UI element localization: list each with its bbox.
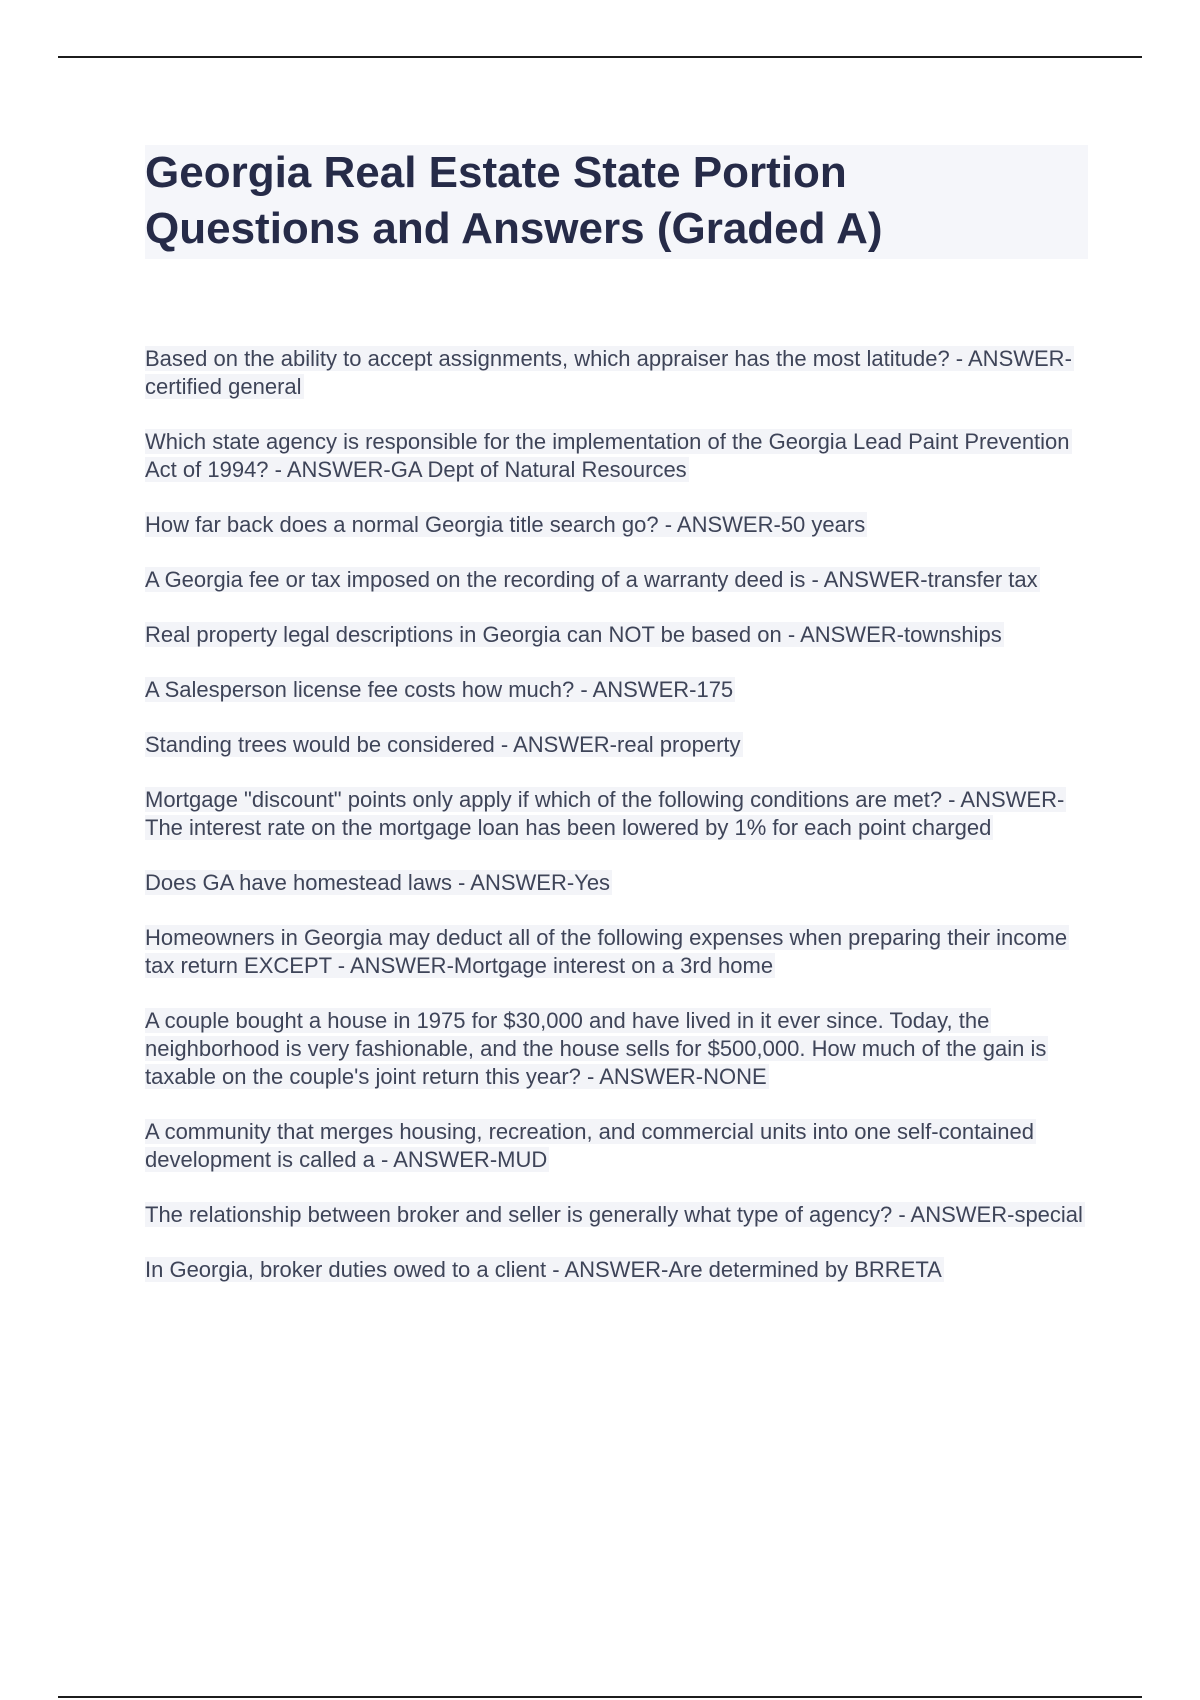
qa-item-3 <box>145 511 1090 539</box>
qa-text: Which state agency is responsible for the implementation of the Georgia Lead Paint Prevention Act of 1994? - ANSWER-GA Dept of Natural Resources <box>145 429 1070 482</box>
qa-text: Mortgage "discount" points only apply if which of the following conditions are met? - ANSWER-The interest rate on the mortgage loan has been lowered by 1% for each point charged <box>145 787 1065 840</box>
qa-item-9 <box>145 869 1090 897</box>
qa-text: In Georgia, broker duties owed to a client - ANSWER-Are determined by BRRETA <box>145 1257 942 1282</box>
title-line-2: Questions and Answers (Graded A) <box>145 204 883 253</box>
document-body <box>145 145 1090 1311</box>
qa-item-11 <box>145 1007 1090 1091</box>
qa-text: A community that merges housing, recreation, and commercial units into one self-contained development is called a - ANSWER-MUD <box>145 1119 1035 1172</box>
footer-rule <box>58 1696 1142 1698</box>
qa-text: Does GA have homestead laws - ANSWER-Yes <box>145 870 611 895</box>
qa-list <box>145 345 1090 1284</box>
qa-item-4 <box>145 566 1090 594</box>
qa-text: How far back does a normal Georgia title search go? - ANSWER-50 years <box>145 512 866 537</box>
header-rule <box>58 56 1142 58</box>
qa-item-14 <box>145 1256 1090 1284</box>
document-title <box>145 145 1088 259</box>
qa-text: Based on the ability to accept assignments, which appraiser has the most latitude? - ANSWER-certified general <box>145 346 1072 399</box>
qa-item-1 <box>145 345 1090 401</box>
qa-text: Homeowners in Georgia may deduct all of the following expenses when preparing their income tax return EXCEPT - ANSWER-Mortgage interest on a 3rd home <box>145 925 1068 978</box>
qa-text: A couple bought a house in 1975 for $30,000 and have lived in it ever since. Today, the neighborhood is very fashionable, and the house sells for $500,000. How much of the gain is taxable on the couple's joint return this year? - ANSWER-NONE <box>145 1008 1047 1089</box>
qa-item-8 <box>145 786 1090 842</box>
qa-item-13 <box>145 1201 1090 1229</box>
qa-text: A Georgia fee or tax imposed on the recording of a warranty deed is - ANSWER-transfer tax <box>145 567 1038 592</box>
qa-text: Real property legal descriptions in Georgia can NOT be based on - ANSWER-townships <box>145 622 1002 647</box>
qa-item-6 <box>145 676 1090 704</box>
qa-item-12 <box>145 1118 1090 1174</box>
qa-text: The relationship between broker and seller is generally what type of agency? - ANSWER-special <box>145 1202 1083 1227</box>
title-line-1: Georgia Real Estate State Portion <box>145 148 847 197</box>
qa-item-5 <box>145 621 1090 649</box>
qa-text: A Salesperson license fee costs how much? - ANSWER-175 <box>145 677 734 702</box>
qa-text: Standing trees would be considered - ANSWER-real property <box>145 732 741 757</box>
qa-item-10 <box>145 924 1090 980</box>
qa-item-7 <box>145 731 1090 759</box>
qa-item-2 <box>145 428 1090 484</box>
